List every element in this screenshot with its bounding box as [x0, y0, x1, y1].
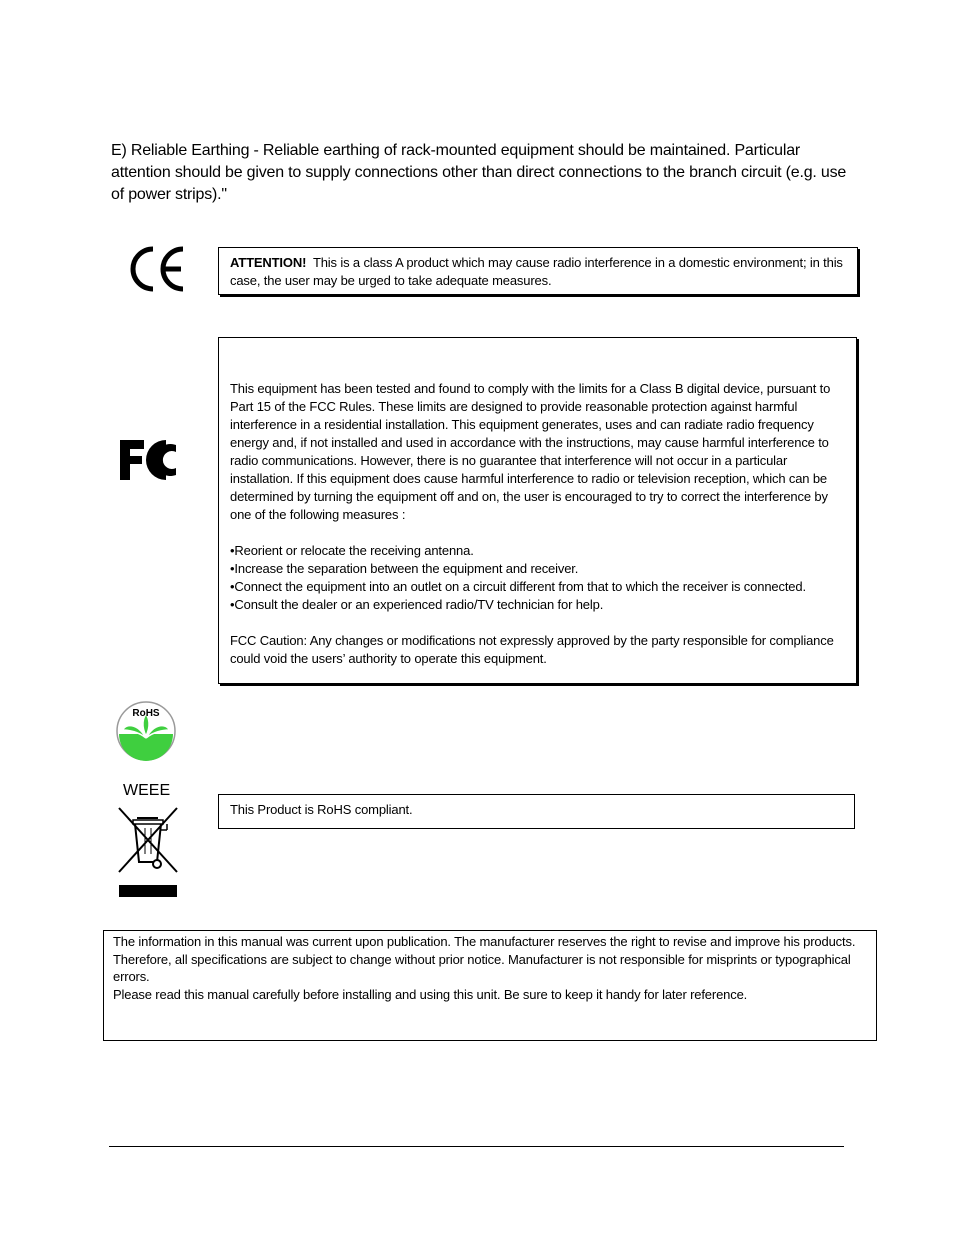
rohs-logo-icon [115, 700, 177, 762]
footer-divider [109, 1146, 844, 1147]
ce-mark-icon [125, 243, 187, 295]
fcc-measure-item: •Connect the equipment into an outlet on a circuit different from that to which the receiver is connected. [230, 579, 806, 594]
fcc-measure-item: •Consult the dealer or an experienced radio/TV technician for help. [230, 597, 604, 612]
manual-info-line: Please read this manual carefully before installing and using this unit. Be sure to keep it handy for later reference. [113, 986, 748, 1002]
weee-label: WEEE [123, 782, 171, 799]
fcc-paragraph: This equipment has been tested and found to comply with the limits for a Class B digital device, pursuant to Part 15 of the FCC Rules. These limits are designed to provide reasonable protection against harmful interference in a residential installation. This equipment generates, uses and can radiate radio frequency energy and, if not installed and used in accordance with the instructions, may cause harmful interference to radio communications. However, there is no guarantee that interference will not occur in a particular installation. If this equipment does cause harmful interference to radio or television reception, which can be determined by turning the equipment off and on, the user is encouraged to try to correct the interference by one of the following measures : [230, 381, 831, 522]
manual-info-line: The information in this manual was current upon publication. The manufacturer reserves the right to revise and improve his products. Therefore, all specifications are subject to change without prior notice. Manufacturer is not responsible for misprints or typographical errors. [113, 934, 856, 984]
rohs-logo-text: RoHS [132, 708, 160, 719]
rohs-notice-box [218, 794, 855, 829]
reliable-earthing-paragraph: E) Reliable Earthing - Reliable earthing of rack-mounted equipment should be maintained. Particular attention should be given to supply connections other than direct connections to the branch circuit (e.g. use of power strips)." [111, 142, 847, 203]
attention-label: ATTENTION! [230, 255, 307, 270]
weee-crossed-bin-icon [115, 806, 179, 898]
ce-attention-box [218, 247, 858, 295]
fcc-logo-icon [118, 436, 186, 484]
manual-info-box [103, 930, 877, 1041]
rohs-notice-text: This Product is RoHS compliant. [230, 802, 413, 817]
fcc-measure-item: •Increase the separation between the equipment and receiver. [230, 561, 579, 576]
fcc-notice-box [218, 337, 857, 684]
attention-text: This is a class A product which may cause radio interference in a domestic environment; in this case, the user may be urged to take adequate measures. [230, 255, 847, 288]
fcc-caution: FCC Caution: Any changes or modifications not expressly approved by the party responsible for compliance could void the users’ authority to operate this equipment. [230, 633, 834, 666]
fcc-measure-item: •Reorient or relocate the receiving antenna. [230, 543, 474, 558]
